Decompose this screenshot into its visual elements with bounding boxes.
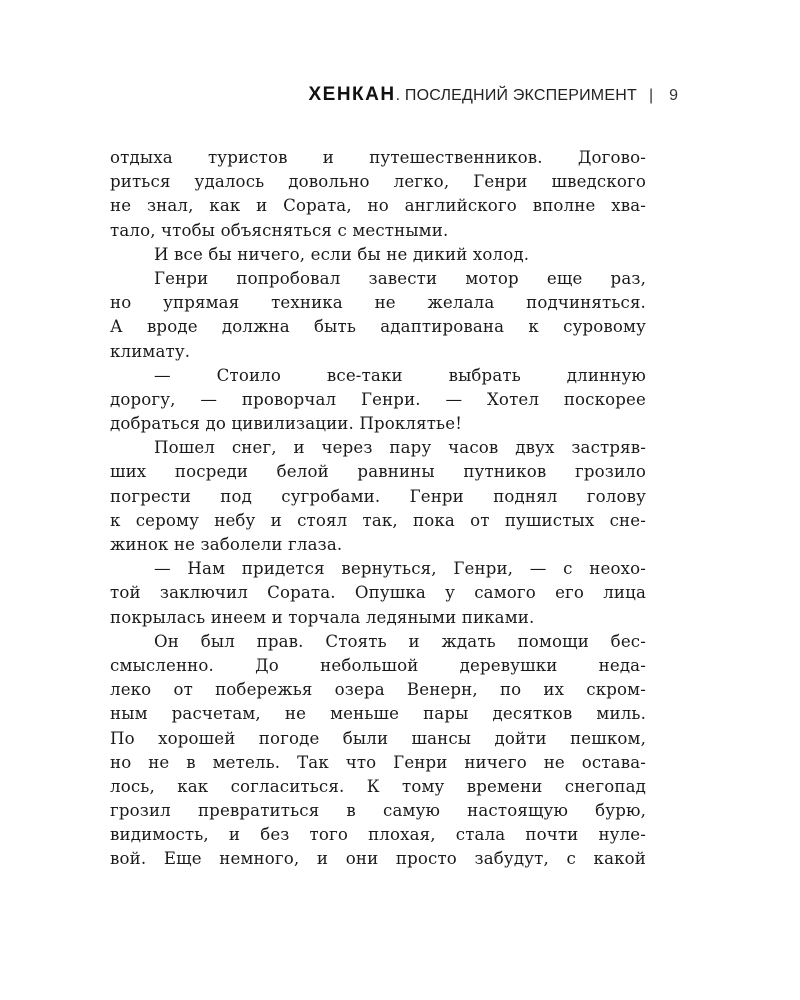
text-line: жинок не заболели глаза.: [110, 535, 343, 554]
text-line: По хорошей погоде были шансы дойти пешком,: [110, 728, 646, 748]
text-line: той заключил Сората. Опушка у самого его лица: [110, 583, 646, 603]
text-line: Генри попробовал завести мотор еще раз,: [154, 268, 646, 288]
text-line: смысленно. До небольшой деревушки неда-: [110, 655, 646, 675]
text-line: риться удалось довольно легко, Генри шведского: [110, 172, 646, 192]
book-subtitle: . ПОСЛЕДНИЙ ЭКСПЕРИМЕНТ: [395, 87, 637, 104]
text-line: вой. Еще немного, и они просто забудут, с какой: [110, 849, 646, 869]
page-number: 9: [669, 87, 678, 104]
text-line: добраться до цивилизации. Проклятье!: [110, 414, 463, 434]
book-brand-title: ХЕНКАН: [308, 84, 396, 105]
text-line: леко от побережья озера Венерн, по их скром-: [110, 680, 646, 700]
text-line: ших посреди белой равнины путников грозило: [110, 462, 646, 482]
text-line: но не в метель. Так что Генри ничего не остава-: [110, 752, 646, 772]
header-separator: |: [648, 87, 654, 104]
text-line: отдыха туристов и путешественников. Догово-: [110, 148, 646, 167]
text-line: дорогу, — проворчал Генри. — Хотел поскорее: [110, 389, 646, 409]
text-line: к серому небу и стоял так, пока от пушистых сне-: [110, 510, 646, 530]
text-line: грозил превратиться в самую настоящую бурю,: [110, 801, 646, 821]
text-line: И все бы ничего, если бы не дикий холод.: [154, 244, 530, 264]
text-line: погрести под сугробами. Генри поднял голову: [110, 486, 646, 506]
text-line: Он был прав. Стоять и ждать помощи бес-: [154, 631, 646, 651]
text-line: — Стоило все-таки выбрать длинную: [154, 365, 646, 385]
text-line: видимость, и без того плохая, стала почти нуле-: [110, 825, 646, 845]
text-line: но упрямая техника не желала подчиняться.: [110, 293, 646, 313]
text-line: тало, чтобы объясняться с местными.: [110, 220, 449, 240]
text-line: А вроде должна быть адаптирована к суровому: [110, 317, 646, 337]
page-body-text: [110, 146, 646, 872]
text-line: климату.: [110, 341, 191, 361]
text-line: покрылась инеем и торчала ледяными пиками.: [110, 607, 535, 627]
text-line: — Нам придется вернуться, Генри, — с неохо-: [154, 559, 646, 579]
text-line: лось, как согласиться. К тому времени снегопад: [110, 776, 646, 796]
text-line: Пошел снег, и через пару часов двух застряв-: [154, 438, 646, 458]
running-header: [0, 84, 678, 106]
text-line: ным расчетам, не меньше пары десятков миль.: [110, 704, 646, 724]
text-line: не знал, как и Сората, но английского вполне хва-: [110, 196, 646, 216]
